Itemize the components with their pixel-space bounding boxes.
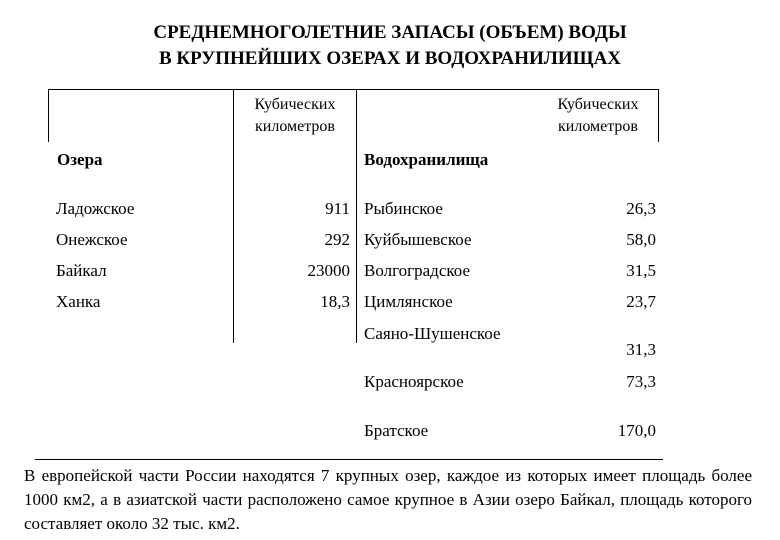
reservoir-name: Волгоградское	[364, 261, 471, 280]
reservoir-volume: 170,0	[617, 421, 656, 440]
reservoir-volume: 23,7	[626, 292, 656, 311]
lake-name: Ладожское	[56, 199, 135, 218]
lake-name: Онежское	[56, 230, 128, 249]
table-left-rule	[48, 89, 49, 142]
table-top-rule	[48, 89, 658, 90]
reservoir-volume: 26,3	[626, 199, 656, 218]
table-bottom-rule	[35, 459, 663, 460]
lake-name: Ханка	[56, 292, 101, 311]
document-title-line-1: СРЕДНЕМНОГОЛЕТНИЕ ЗАПАСЫ (ОБЪЕМ) ВОДЫ	[153, 22, 627, 43]
reservoirs-header: Водохранилища	[364, 150, 489, 169]
footnote-paragraph: В европейской части России находятся 7 крупных озер, каждое из которых имеет площадь более 1000 км2, а в азиатской части расположено самое крупное в Азии озеро Байкал, площадь которого составляет около 32 тыс. км2.	[24, 466, 752, 533]
lake-volume: 18,3	[320, 292, 350, 311]
table-mid-rule-2	[356, 89, 357, 343]
reservoir-name: Куйбышевское	[364, 230, 472, 249]
reservoir-volume: 73,3	[626, 372, 656, 391]
reservoir-name: Саяно-Шушенское	[364, 324, 501, 343]
reservoir-name: Красноярское	[364, 372, 464, 391]
reservoir-name: Братское	[364, 421, 429, 440]
reservoir-name: Цимлянское	[364, 292, 453, 311]
unit-header-right: Кубических километров	[557, 96, 639, 135]
lake-volume: 292	[324, 230, 350, 249]
lakes-header: Озера	[57, 150, 103, 169]
lake-name: Байкал	[56, 261, 107, 280]
lake-volume: 23000	[307, 261, 350, 280]
table-right-rule	[658, 89, 659, 142]
reservoir-volume: 31,5	[626, 261, 656, 280]
lake-volume: 911	[325, 199, 350, 218]
unit-header-left: Кубических километров	[254, 96, 336, 135]
document-title-line-2: В КРУПНЕЙШИХ ОЗЕРАХ И ВОДОХРАНИЛИЩАХ	[158, 48, 622, 69]
reservoir-volume: 31,3	[626, 340, 656, 359]
reservoir-name: Рыбинское	[364, 199, 443, 218]
reservoir-volume: 58,0	[626, 230, 656, 249]
